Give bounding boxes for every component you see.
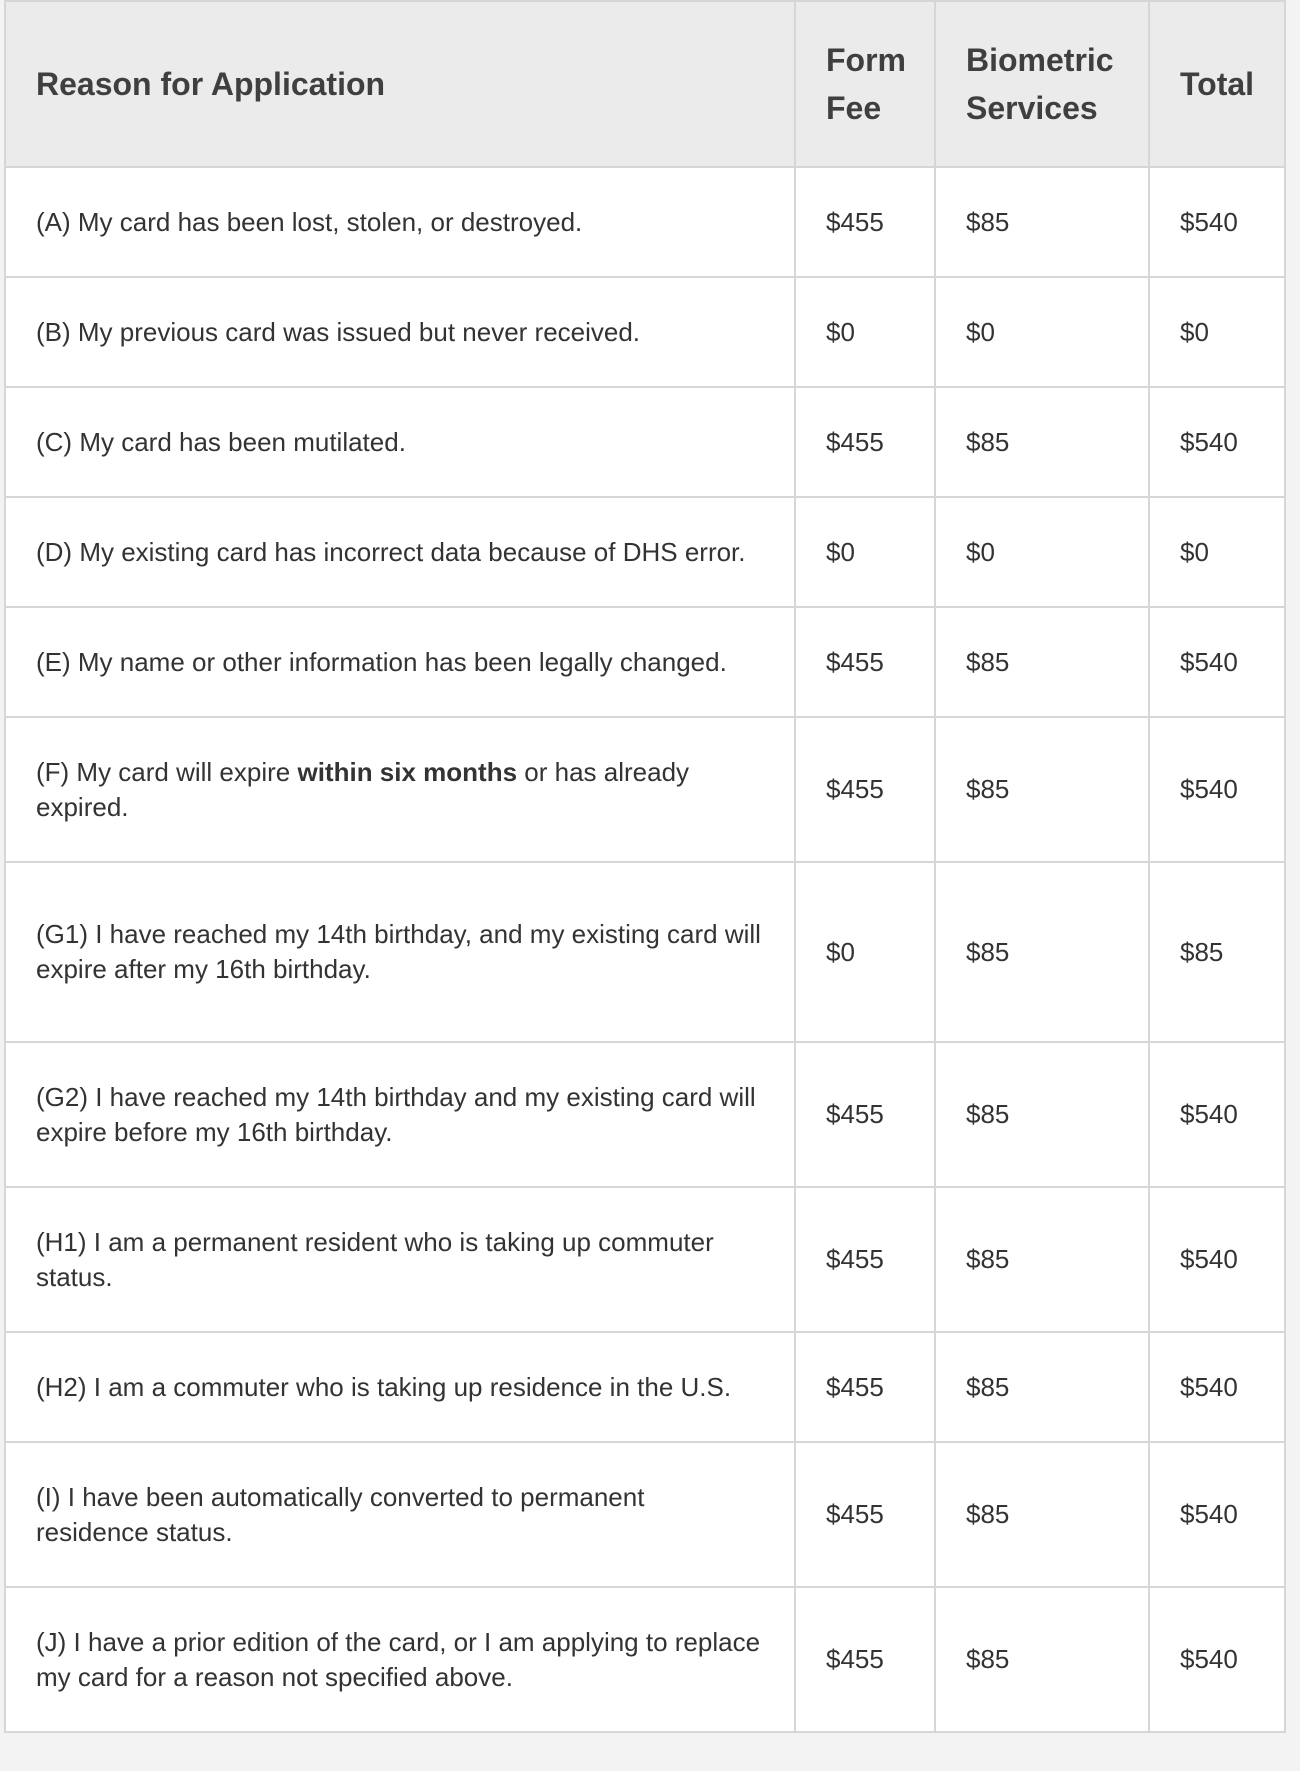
table-row: [5, 717, 1285, 862]
biometric-cell: $0: [935, 497, 1149, 607]
biometric-cell: $85: [935, 1042, 1149, 1187]
table-row: [5, 167, 1285, 277]
table-row: [5, 1587, 1285, 1732]
form-fee-cell: $0: [795, 862, 935, 1042]
reason-cell: (E) My name or other information has been legally changed.: [5, 607, 795, 717]
table-row: [5, 387, 1285, 497]
form-fee-cell: $455: [795, 1332, 935, 1442]
biometric-cell: $0: [935, 277, 1149, 387]
total-cell: $85: [1149, 862, 1285, 1042]
table-row: [5, 607, 1285, 717]
table-row: [5, 1187, 1285, 1332]
biometric-cell: $85: [935, 1442, 1149, 1587]
table-row: [5, 1442, 1285, 1587]
form-fee-cell: $0: [795, 277, 935, 387]
reason-cell: (G2) I have reached my 14th birthday and my existing card will expire before my 16th birthday.: [5, 1042, 795, 1187]
form-fee-cell: $455: [795, 717, 935, 862]
reason-cell: (J) I have a prior edition of the card, or I am applying to replace my card for a reason not specified above.: [5, 1587, 795, 1732]
form-fee-cell: $455: [795, 387, 935, 497]
reason-cell: [5, 862, 795, 1042]
header-total: Total: [1149, 1, 1285, 167]
total-cell: $540: [1149, 167, 1285, 277]
reason-cell: (B) My previous card was issued but never received.: [5, 277, 795, 387]
table-row: [5, 862, 1285, 1042]
reason-cell: (A) My card has been lost, stolen, or destroyed.: [5, 167, 795, 277]
biometric-cell: $85: [935, 862, 1149, 1042]
table-row: [5, 1042, 1285, 1187]
reason-cell: (H1) I am a permanent resident who is taking up commuter status.: [5, 1187, 795, 1332]
reason-emphasis: within six months: [297, 756, 518, 787]
reason-cell: (D) My existing card has incorrect data because of DHS error.: [5, 497, 795, 607]
table-row: [5, 277, 1285, 387]
reason-text: (F) My card will expire: [36, 756, 298, 787]
biometric-cell: $85: [935, 387, 1149, 497]
reason-text: or has already expired.: [36, 756, 690, 822]
reason-cell: (C) My card has been mutilated.: [5, 387, 795, 497]
total-cell: $540: [1149, 1332, 1285, 1442]
total-cell: $0: [1149, 497, 1285, 607]
form-fee-cell: $455: [795, 1187, 935, 1332]
table-row: [5, 497, 1285, 607]
form-fee-cell: $455: [795, 167, 935, 277]
total-cell: $540: [1149, 607, 1285, 717]
biometric-cell: $85: [935, 1187, 1149, 1332]
fee-table: [4, 0, 1286, 1733]
total-cell: $540: [1149, 717, 1285, 862]
biometric-cell: $85: [935, 1332, 1149, 1442]
header-form-fee: Form Fee: [795, 1, 935, 167]
reason-cell: [5, 717, 795, 862]
biometric-cell: $85: [935, 717, 1149, 862]
reason-text: (G1) I have reached my 14th birthday, and my existing card will: [36, 919, 761, 949]
reason-text: expire after my 16th birthday.: [36, 954, 371, 984]
form-fee-cell: $455: [795, 607, 935, 717]
form-fee-cell: $455: [795, 1587, 935, 1732]
table-row: [5, 1332, 1285, 1442]
total-cell: $0: [1149, 277, 1285, 387]
form-fee-cell: $455: [795, 1442, 935, 1587]
total-cell: $540: [1149, 1587, 1285, 1732]
reason-cell: (H2) I am a commuter who is taking up residence in the U.S.: [5, 1332, 795, 1442]
header-reason: Reason for Application: [5, 1, 795, 167]
biometric-cell: $85: [935, 167, 1149, 277]
table-header-row: [5, 1, 1285, 167]
total-cell: $540: [1149, 1042, 1285, 1187]
total-cell: $540: [1149, 1442, 1285, 1587]
biometric-cell: $85: [935, 607, 1149, 717]
form-fee-cell: $455: [795, 1042, 935, 1187]
fee-table-container: [4, 0, 1284, 1733]
form-fee-cell: $0: [795, 497, 935, 607]
reason-cell: (I) I have been automatically converted to permanent residence status.: [5, 1442, 795, 1587]
total-cell: $540: [1149, 387, 1285, 497]
header-biometric-services: Biometric Services: [935, 1, 1149, 167]
biometric-cell: $85: [935, 1587, 1149, 1732]
total-cell: $540: [1149, 1187, 1285, 1332]
